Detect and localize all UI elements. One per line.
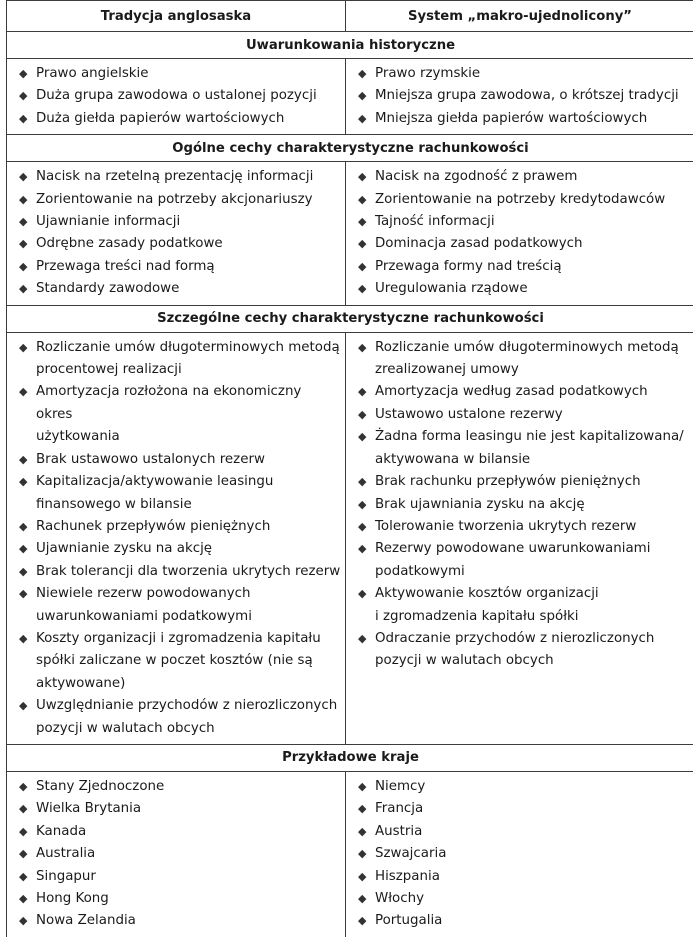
list-item [356, 494, 690, 516]
diamond-bullet-icon: ◆ [358, 866, 366, 888]
list-item-text: Ujawnianie informacji [36, 214, 180, 229]
diamond-bullet-icon: ◆ [19, 166, 27, 188]
section-title-countries: Przykładowe kraje [7, 744, 693, 771]
diamond-bullet-icon: ◆ [358, 628, 366, 650]
section-title-row [7, 135, 693, 162]
diamond-bullet-icon: ◆ [19, 278, 27, 300]
list-item [356, 910, 690, 932]
list-item-text: Kapitalizacja/aktywowanie leasingu finansowego w bilansie [36, 474, 273, 511]
list-item [356, 256, 690, 278]
diamond-bullet-icon: ◆ [358, 256, 366, 278]
section-content-row [7, 162, 693, 305]
list-item [356, 211, 690, 233]
right-bullet-list [356, 63, 690, 130]
list-item [356, 426, 690, 471]
list-item-text: Australia [36, 846, 95, 861]
list-item-text: Portugalia [375, 913, 442, 928]
list-item [356, 538, 690, 583]
section-title-general: Ogólne cechy charakterystyczne rachunkowości [7, 135, 693, 162]
list-item [17, 278, 341, 300]
right-column-cell [346, 771, 693, 936]
list-item-text: Brak tolerancji dla tworzenia ukrytych rezerw [36, 564, 340, 579]
diamond-bullet-icon: ◆ [19, 337, 27, 359]
diamond-bullet-icon: ◆ [19, 538, 27, 560]
diamond-bullet-icon: ◆ [358, 381, 366, 403]
diamond-bullet-icon: ◆ [19, 381, 27, 403]
list-item [356, 233, 690, 255]
diamond-bullet-icon: ◆ [19, 108, 27, 130]
list-item [17, 256, 341, 278]
section-title-row [7, 305, 693, 332]
diamond-bullet-icon: ◆ [19, 695, 27, 717]
diamond-bullet-icon: ◆ [19, 821, 27, 843]
list-item [356, 516, 690, 538]
diamond-bullet-icon: ◆ [19, 888, 27, 910]
comparison-table [6, 0, 693, 937]
diamond-bullet-icon: ◆ [358, 821, 366, 843]
list-item-text: Brak rachunku przepływów pieniężnych [375, 474, 641, 489]
list-item [356, 108, 690, 130]
diamond-bullet-icon: ◆ [358, 516, 366, 538]
diamond-bullet-icon: ◆ [19, 233, 27, 255]
list-item [17, 561, 341, 583]
list-item [356, 843, 690, 865]
diamond-bullet-icon: ◆ [358, 278, 366, 300]
list-item-text: Kanada [36, 824, 86, 839]
list-item [17, 471, 341, 516]
list-item-text: Nowa Zelandia [36, 913, 136, 928]
list-item [17, 85, 341, 107]
diamond-bullet-icon: ◆ [19, 189, 27, 211]
list-item [17, 108, 341, 130]
list-item [17, 189, 341, 211]
list-item-text: Austria [375, 824, 422, 839]
list-item-text: Rozliczanie umów długoterminowych metodą zrealizowanej umowy [375, 340, 679, 377]
left-bullet-list [17, 776, 341, 933]
list-item [17, 63, 341, 85]
diamond-bullet-icon: ◆ [19, 471, 27, 493]
list-item [17, 888, 341, 910]
list-item [17, 776, 341, 798]
header-left: Tradycja anglosaska [7, 1, 346, 32]
list-item [356, 278, 690, 300]
list-item-text: Przewaga formy nad treścią [375, 259, 562, 274]
left-column-cell [7, 771, 346, 936]
list-item-text: Amortyzacja rozłożona na ekonomiczny okres użytkowania [36, 384, 301, 444]
list-item-text: Uregulowania rządowe [375, 281, 528, 296]
list-item [356, 63, 690, 85]
left-column-cell [7, 332, 346, 744]
list-item-text: Amortyzacja według zasad podatkowych [375, 384, 648, 399]
list-item-text: Żadna forma leasingu nie jest kapitalizowana/ aktywowana w bilansie [375, 429, 684, 466]
list-item [356, 404, 690, 426]
list-item [17, 381, 341, 448]
list-item [17, 516, 341, 538]
list-item-text: Tajność informacji [375, 214, 495, 229]
list-item-text: Przewaga treści nad formą [36, 259, 215, 274]
diamond-bullet-icon: ◆ [19, 63, 27, 85]
right-column-cell [346, 59, 693, 135]
list-item [17, 166, 341, 188]
list-item [356, 888, 690, 910]
list-item-text: Włochy [375, 891, 424, 906]
list-item-text: Niemcy [375, 779, 425, 794]
list-item-text: Nacisk na zgodność z prawem [375, 169, 577, 184]
list-item [17, 233, 341, 255]
list-item-text: Francja [375, 801, 423, 816]
list-item [356, 189, 690, 211]
list-item-text: Stany Zjednoczone [36, 779, 164, 794]
diamond-bullet-icon: ◆ [358, 798, 366, 820]
diamond-bullet-icon: ◆ [358, 426, 366, 448]
list-item-text: Prawo angielskie [36, 66, 149, 81]
section-title-row [7, 744, 693, 771]
diamond-bullet-icon: ◆ [358, 404, 366, 426]
list-item [17, 628, 341, 695]
section-content-row [7, 332, 693, 744]
diamond-bullet-icon: ◆ [358, 166, 366, 188]
diamond-bullet-icon: ◆ [19, 211, 27, 233]
list-item-text: Aktywowanie kosztów organizacji i zgromadzenia kapitału spółki [375, 586, 599, 623]
right-bullet-list [356, 166, 690, 300]
list-item-text: Szwajcaria [375, 846, 446, 861]
list-item [17, 337, 341, 382]
list-item-text: Brak ustawowo ustalonych rezerw [36, 452, 265, 467]
list-item-text: Ustawowo ustalone rezerwy [375, 407, 563, 422]
list-item-text: Brak ujawniania zysku na akcję [375, 497, 585, 512]
list-item-text: Nacisk na rzetelną prezentację informacji [36, 169, 313, 184]
diamond-bullet-icon: ◆ [358, 776, 366, 798]
list-item [356, 471, 690, 493]
list-item [356, 628, 690, 673]
header-row [7, 1, 693, 32]
diamond-bullet-icon: ◆ [358, 233, 366, 255]
diamond-bullet-icon: ◆ [358, 583, 366, 605]
left-bullet-list [17, 63, 341, 130]
list-item-text: Odraczanie przychodów z nierozliczonych pozycji w walutach obcych [375, 631, 654, 668]
list-item-text: Hiszpania [375, 869, 440, 884]
right-bullet-list [356, 776, 690, 933]
diamond-bullet-icon: ◆ [19, 866, 27, 888]
list-item-text: Tolerowanie tworzenia ukrytych rezerw [375, 519, 636, 534]
diamond-bullet-icon: ◆ [358, 888, 366, 910]
list-item-text: Duża giełda papierów wartościowych [36, 111, 284, 126]
list-item-text: Prawo rzymskie [375, 66, 480, 81]
list-item [17, 798, 341, 820]
diamond-bullet-icon: ◆ [358, 63, 366, 85]
list-item [17, 843, 341, 865]
diamond-bullet-icon: ◆ [358, 471, 366, 493]
list-item-text: Odrębne zasady podatkowe [36, 236, 223, 251]
diamond-bullet-icon: ◆ [358, 910, 366, 932]
list-item-text: Koszty organizacji i zgromadzenia kapitału spółki zaliczane w poczet kosztów (nie są aktywowane) [36, 631, 321, 691]
list-item-text: Rezerwy powodowane uwarunkowaniami podatkowymi [375, 541, 650, 578]
list-item-text: Singapur [36, 869, 96, 884]
diamond-bullet-icon: ◆ [19, 449, 27, 471]
list-item-text: Zorientowanie na potrzeby akcjonariuszy [36, 192, 313, 207]
diamond-bullet-icon: ◆ [358, 85, 366, 107]
list-item [356, 776, 690, 798]
diamond-bullet-icon: ◆ [358, 538, 366, 560]
list-item-text: Wielka Brytania [36, 801, 141, 816]
list-item-text: Rozliczanie umów długoterminowych metodą procentowej realizacji [36, 340, 340, 377]
header-right: System „makro-ujednolicony” [346, 1, 693, 32]
left-column-cell [7, 162, 346, 305]
list-item-text: Zorientowanie na potrzeby kredytodawców [375, 192, 665, 207]
list-item [17, 538, 341, 560]
diamond-bullet-icon: ◆ [19, 256, 27, 278]
diamond-bullet-icon: ◆ [19, 516, 27, 538]
section-title-specific: Szczególne cechy charakterystyczne rachunkowości [7, 305, 693, 332]
diamond-bullet-icon: ◆ [19, 583, 27, 605]
diamond-bullet-icon: ◆ [358, 108, 366, 130]
diamond-bullet-icon: ◆ [19, 776, 27, 798]
diamond-bullet-icon: ◆ [358, 494, 366, 516]
list-item-text: Niewiele rezerw powodowanych uwarunkowaniami podatkowymi [36, 586, 252, 623]
list-item-text: Dominacja zasad podatkowych [375, 236, 583, 251]
list-item-text: Ujawnianie zysku na akcję [36, 541, 212, 556]
right-column-cell [346, 332, 693, 744]
list-item [356, 381, 690, 403]
list-item [356, 798, 690, 820]
list-item-text: Rachunek przepływów pieniężnych [36, 519, 270, 534]
list-item [17, 821, 341, 843]
list-item-text: Hong Kong [36, 891, 109, 906]
list-item-text: Duża grupa zawodowa o ustalonej pozycji [36, 88, 317, 103]
diamond-bullet-icon: ◆ [19, 910, 27, 932]
diamond-bullet-icon: ◆ [19, 561, 27, 583]
list-item [17, 866, 341, 888]
section-content-row [7, 59, 693, 135]
diamond-bullet-icon: ◆ [358, 337, 366, 359]
diamond-bullet-icon: ◆ [19, 628, 27, 650]
right-bullet-list [356, 337, 690, 673]
list-item-text: Standardy zawodowe [36, 281, 179, 296]
section-title-row [7, 32, 693, 59]
list-item [356, 821, 690, 843]
list-item [17, 695, 341, 740]
left-column-cell [7, 59, 346, 135]
list-item [17, 449, 341, 471]
list-item-text: Mniejsza grupa zawodowa, o krótszej tradycji [375, 88, 679, 103]
left-bullet-list [17, 166, 341, 300]
list-item-text: Uwzględnianie przychodów z nierozliczonych pozycji w walutach obcych [36, 698, 337, 735]
diamond-bullet-icon: ◆ [358, 843, 366, 865]
section-content-row [7, 771, 693, 936]
diamond-bullet-icon: ◆ [19, 85, 27, 107]
list-item-text: Mniejsza giełda papierów wartościowych [375, 111, 647, 126]
list-item [356, 866, 690, 888]
diamond-bullet-icon: ◆ [19, 843, 27, 865]
right-column-cell [346, 162, 693, 305]
list-item [17, 211, 341, 233]
list-item [356, 337, 690, 382]
diamond-bullet-icon: ◆ [358, 189, 366, 211]
list-item [356, 85, 690, 107]
diamond-bullet-icon: ◆ [19, 798, 27, 820]
list-item [17, 583, 341, 628]
list-item [356, 583, 690, 628]
list-item [17, 910, 341, 932]
list-item [356, 166, 690, 188]
diamond-bullet-icon: ◆ [358, 211, 366, 233]
section-title-historical: Uwarunkowania historyczne [7, 32, 693, 59]
left-bullet-list [17, 337, 341, 740]
